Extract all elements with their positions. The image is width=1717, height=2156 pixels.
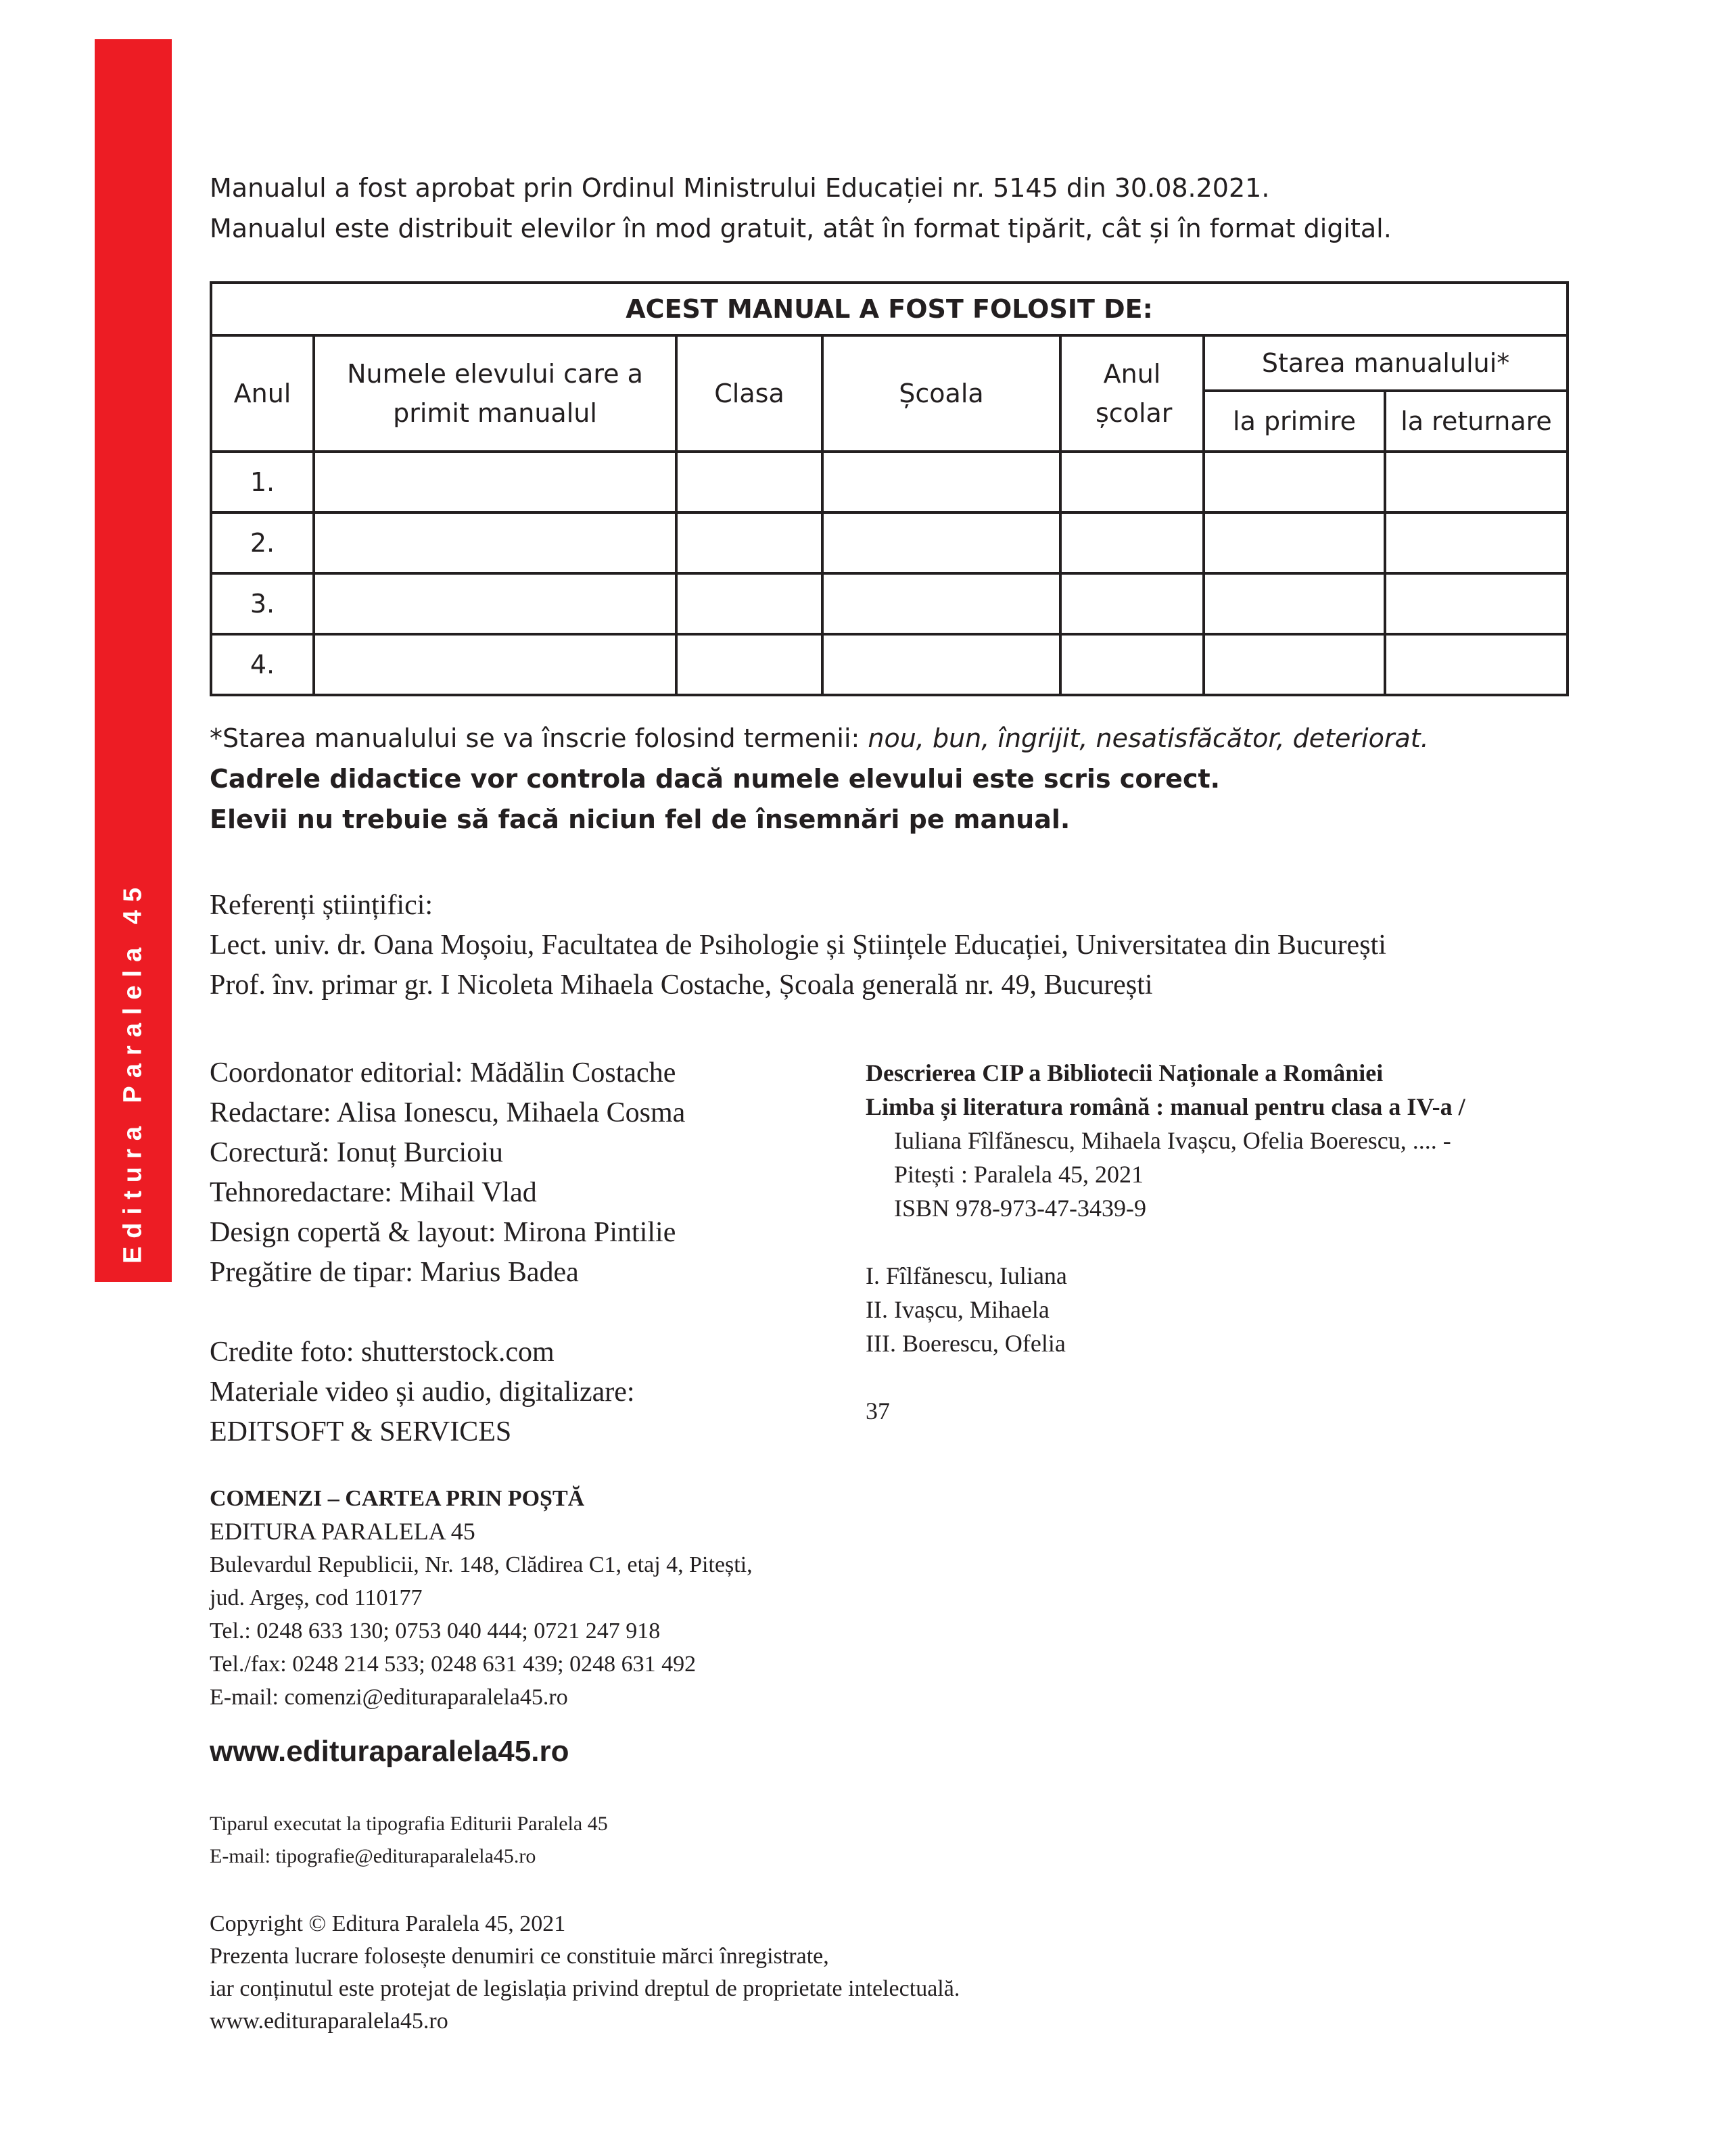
usage-notes	[210, 718, 1429, 840]
cip-description	[866, 1056, 1465, 1428]
table-row	[211, 512, 1568, 573]
cell-scoala[interactable]	[822, 573, 1060, 634]
cell-anul-scolar[interactable]	[1060, 512, 1204, 573]
credit-item: Corectură: Ionuț Burcioiu	[210, 1137, 503, 1168]
starea-terms: nou, bun, îngrijit, nesatisfăcător, deteriorat.	[868, 723, 1429, 753]
header-clasa: Clasa	[676, 335, 822, 452]
orders-title: COMENZI – CARTEA PRIN POȘTĂ	[210, 1486, 585, 1511]
cip-code: 37	[866, 1397, 890, 1424]
cell-la-primire[interactable]	[1204, 634, 1385, 695]
video-credit: Materiale video și audio, digitalizare:	[210, 1376, 635, 1408]
cip-index-item: II. Ivașcu, Mihaela	[866, 1296, 1050, 1323]
row-number: 1.	[211, 452, 314, 512]
orders-address-1: Bulevardul Republicii, Nr. 148, Clădirea C1, etaj 4, Pitești,	[210, 1552, 753, 1577]
cell-clasa[interactable]	[676, 634, 822, 695]
printing-line: Tiparul executat la tipografia Editurii Paralela 45	[210, 1813, 608, 1835]
row-number: 4.	[211, 634, 314, 695]
orders-address-2: jud. Argeș, cod 110177	[210, 1585, 423, 1610]
table-title: ACEST MANUAL A FOST FOLOSIT DE:	[211, 283, 1568, 335]
cell-clasa[interactable]	[676, 452, 822, 512]
cell-anul-scolar[interactable]	[1060, 452, 1204, 512]
cell-name[interactable]	[314, 634, 676, 695]
legal-line: iar conținutul este protejat de legislația privind dreptul de proprietate intelectuală.	[210, 1976, 960, 2001]
teachers-note: Cadrele didactice vor controla dacă numele elevului este scris corect.	[210, 764, 1221, 794]
cip-index-item: I. Fîlfănescu, Iuliana	[866, 1262, 1067, 1289]
website-link[interactable]: www.edituraparalela45.ro	[210, 1735, 569, 1768]
editorial-credits	[210, 1053, 685, 1452]
cell-scoala[interactable]	[822, 634, 1060, 695]
cell-anul-scolar[interactable]	[1060, 573, 1204, 634]
printing-email: E-mail: tipografie@edituraparalela45.ro	[210, 1845, 536, 1867]
orders-fax: Tel./fax: 0248 214 533; 0248 631 439; 0248 631 492	[210, 1652, 697, 1677]
cell-la-primire[interactable]	[1204, 512, 1385, 573]
cell-anul-scolar[interactable]	[1060, 634, 1204, 695]
credit-item: Tehnoredactare: Mihail Vlad	[210, 1177, 537, 1208]
cell-scoala[interactable]	[822, 452, 1060, 512]
cell-la-primire[interactable]	[1204, 452, 1385, 512]
cip-book-title: Limba și literatura română : manual pentru clasa a IV-a /	[866, 1093, 1465, 1120]
header-la-returnare: la returnare	[1385, 391, 1568, 452]
header-scoala: Școala	[822, 335, 1060, 452]
scientific-referents	[210, 886, 1386, 1005]
cip-authors: Iuliana Fîlfănescu, Mihaela Ivașcu, Ofelia Boerescu, .... -	[894, 1127, 1451, 1154]
referent-item: Prof. înv. primar gr. I Nicoleta Mihaela Costache, Școala generală nr. 49, București	[210, 969, 1153, 1001]
cell-la-returnare[interactable]	[1385, 452, 1568, 512]
header-numele: Numele elevului care a primit manualul	[314, 335, 676, 452]
starea-note	[210, 718, 1429, 759]
distribution-line: Manualul este distribuit elevilor în mod gratuit, atât în format tipărit, cât și în format digital.	[210, 214, 1392, 243]
cell-clasa[interactable]	[676, 512, 822, 573]
copyright-line: Copyright © Editura Paralela 45, 2021	[210, 1911, 566, 1936]
printing-info	[210, 1808, 608, 1873]
header-anul: Anul	[211, 335, 314, 452]
table-row	[211, 452, 1568, 512]
table-row	[211, 634, 1568, 695]
cell-clasa[interactable]	[676, 573, 822, 634]
sidebar-publisher-name: Editura Paralela 45	[118, 879, 147, 1264]
credit-item: Coordonator editorial: Mădălin Costache	[210, 1057, 676, 1088]
cell-name[interactable]	[314, 452, 676, 512]
trademark-line: Prezenta lucrare folosește denumiri ce constituie mărci înregistrate,	[210, 1944, 829, 1969]
cell-la-returnare[interactable]	[1385, 573, 1568, 634]
approval-notice	[210, 168, 1392, 249]
cell-la-primire[interactable]	[1204, 573, 1385, 634]
cell-la-returnare[interactable]	[1385, 512, 1568, 573]
table-row	[211, 573, 1568, 634]
approval-line: Manualul a fost aprobat prin Ordinul Ministrului Educației nr. 5145 din 30.08.2021.	[210, 173, 1270, 203]
referent-item: Lect. univ. dr. Oana Moșoiu, Facultatea de Psihologie și Științele Educației, Universitatea din București	[210, 930, 1386, 961]
cell-name[interactable]	[314, 512, 676, 573]
copyright-section	[210, 1908, 960, 2038]
cip-isbn: ISBN 978-973-47-3439-9	[894, 1195, 1146, 1222]
orders-publisher: EDITURA PARALELA 45	[210, 1518, 475, 1545]
orders-section	[210, 1482, 753, 1714]
header-anul-scolar: Anul școlar	[1060, 335, 1204, 452]
cell-la-returnare[interactable]	[1385, 634, 1568, 695]
cip-index-item: III. Boerescu, Ofelia	[866, 1330, 1066, 1357]
credit-item: Design copertă & layout: Mirona Pintilie	[210, 1217, 676, 1248]
row-number: 2.	[211, 512, 314, 573]
copyright-website[interactable]: www.edituraparalela45.ro	[210, 2009, 448, 2034]
usage-table	[210, 281, 1569, 696]
cip-place: Pitești : Paralela 45, 2021	[894, 1161, 1144, 1188]
students-note: Elevii nu trebuie să facă niciun fel de însemnări pe manual.	[210, 805, 1071, 834]
header-la-primire: la primire	[1204, 391, 1385, 452]
orders-email: E-mail: comenzi@edituraparalela45.ro	[210, 1685, 568, 1710]
cell-name[interactable]	[314, 573, 676, 634]
row-number: 3.	[211, 573, 314, 634]
credit-item: Redactare: Alisa Ionescu, Mihaela Cosma	[210, 1097, 686, 1128]
photo-credit: Credite foto: shutterstock.com	[210, 1337, 555, 1368]
editsoft-credit: EDITSOFT & SERVICES	[210, 1416, 512, 1447]
credit-item: Pregătire de tipar: Marius Badea	[210, 1257, 579, 1288]
referents-label: Referenți științifici:	[210, 890, 433, 921]
cip-title: Descrierea CIP a Bibliotecii Naționale a României	[866, 1059, 1384, 1086]
header-starea: Starea manualului*	[1204, 335, 1568, 391]
cell-scoala[interactable]	[822, 512, 1060, 573]
starea-prefix: *Starea manualului se va înscrie folosind termenii:	[210, 723, 868, 753]
orders-phone: Tel.: 0248 633 130; 0753 040 444; 0721 247 918	[210, 1619, 661, 1644]
